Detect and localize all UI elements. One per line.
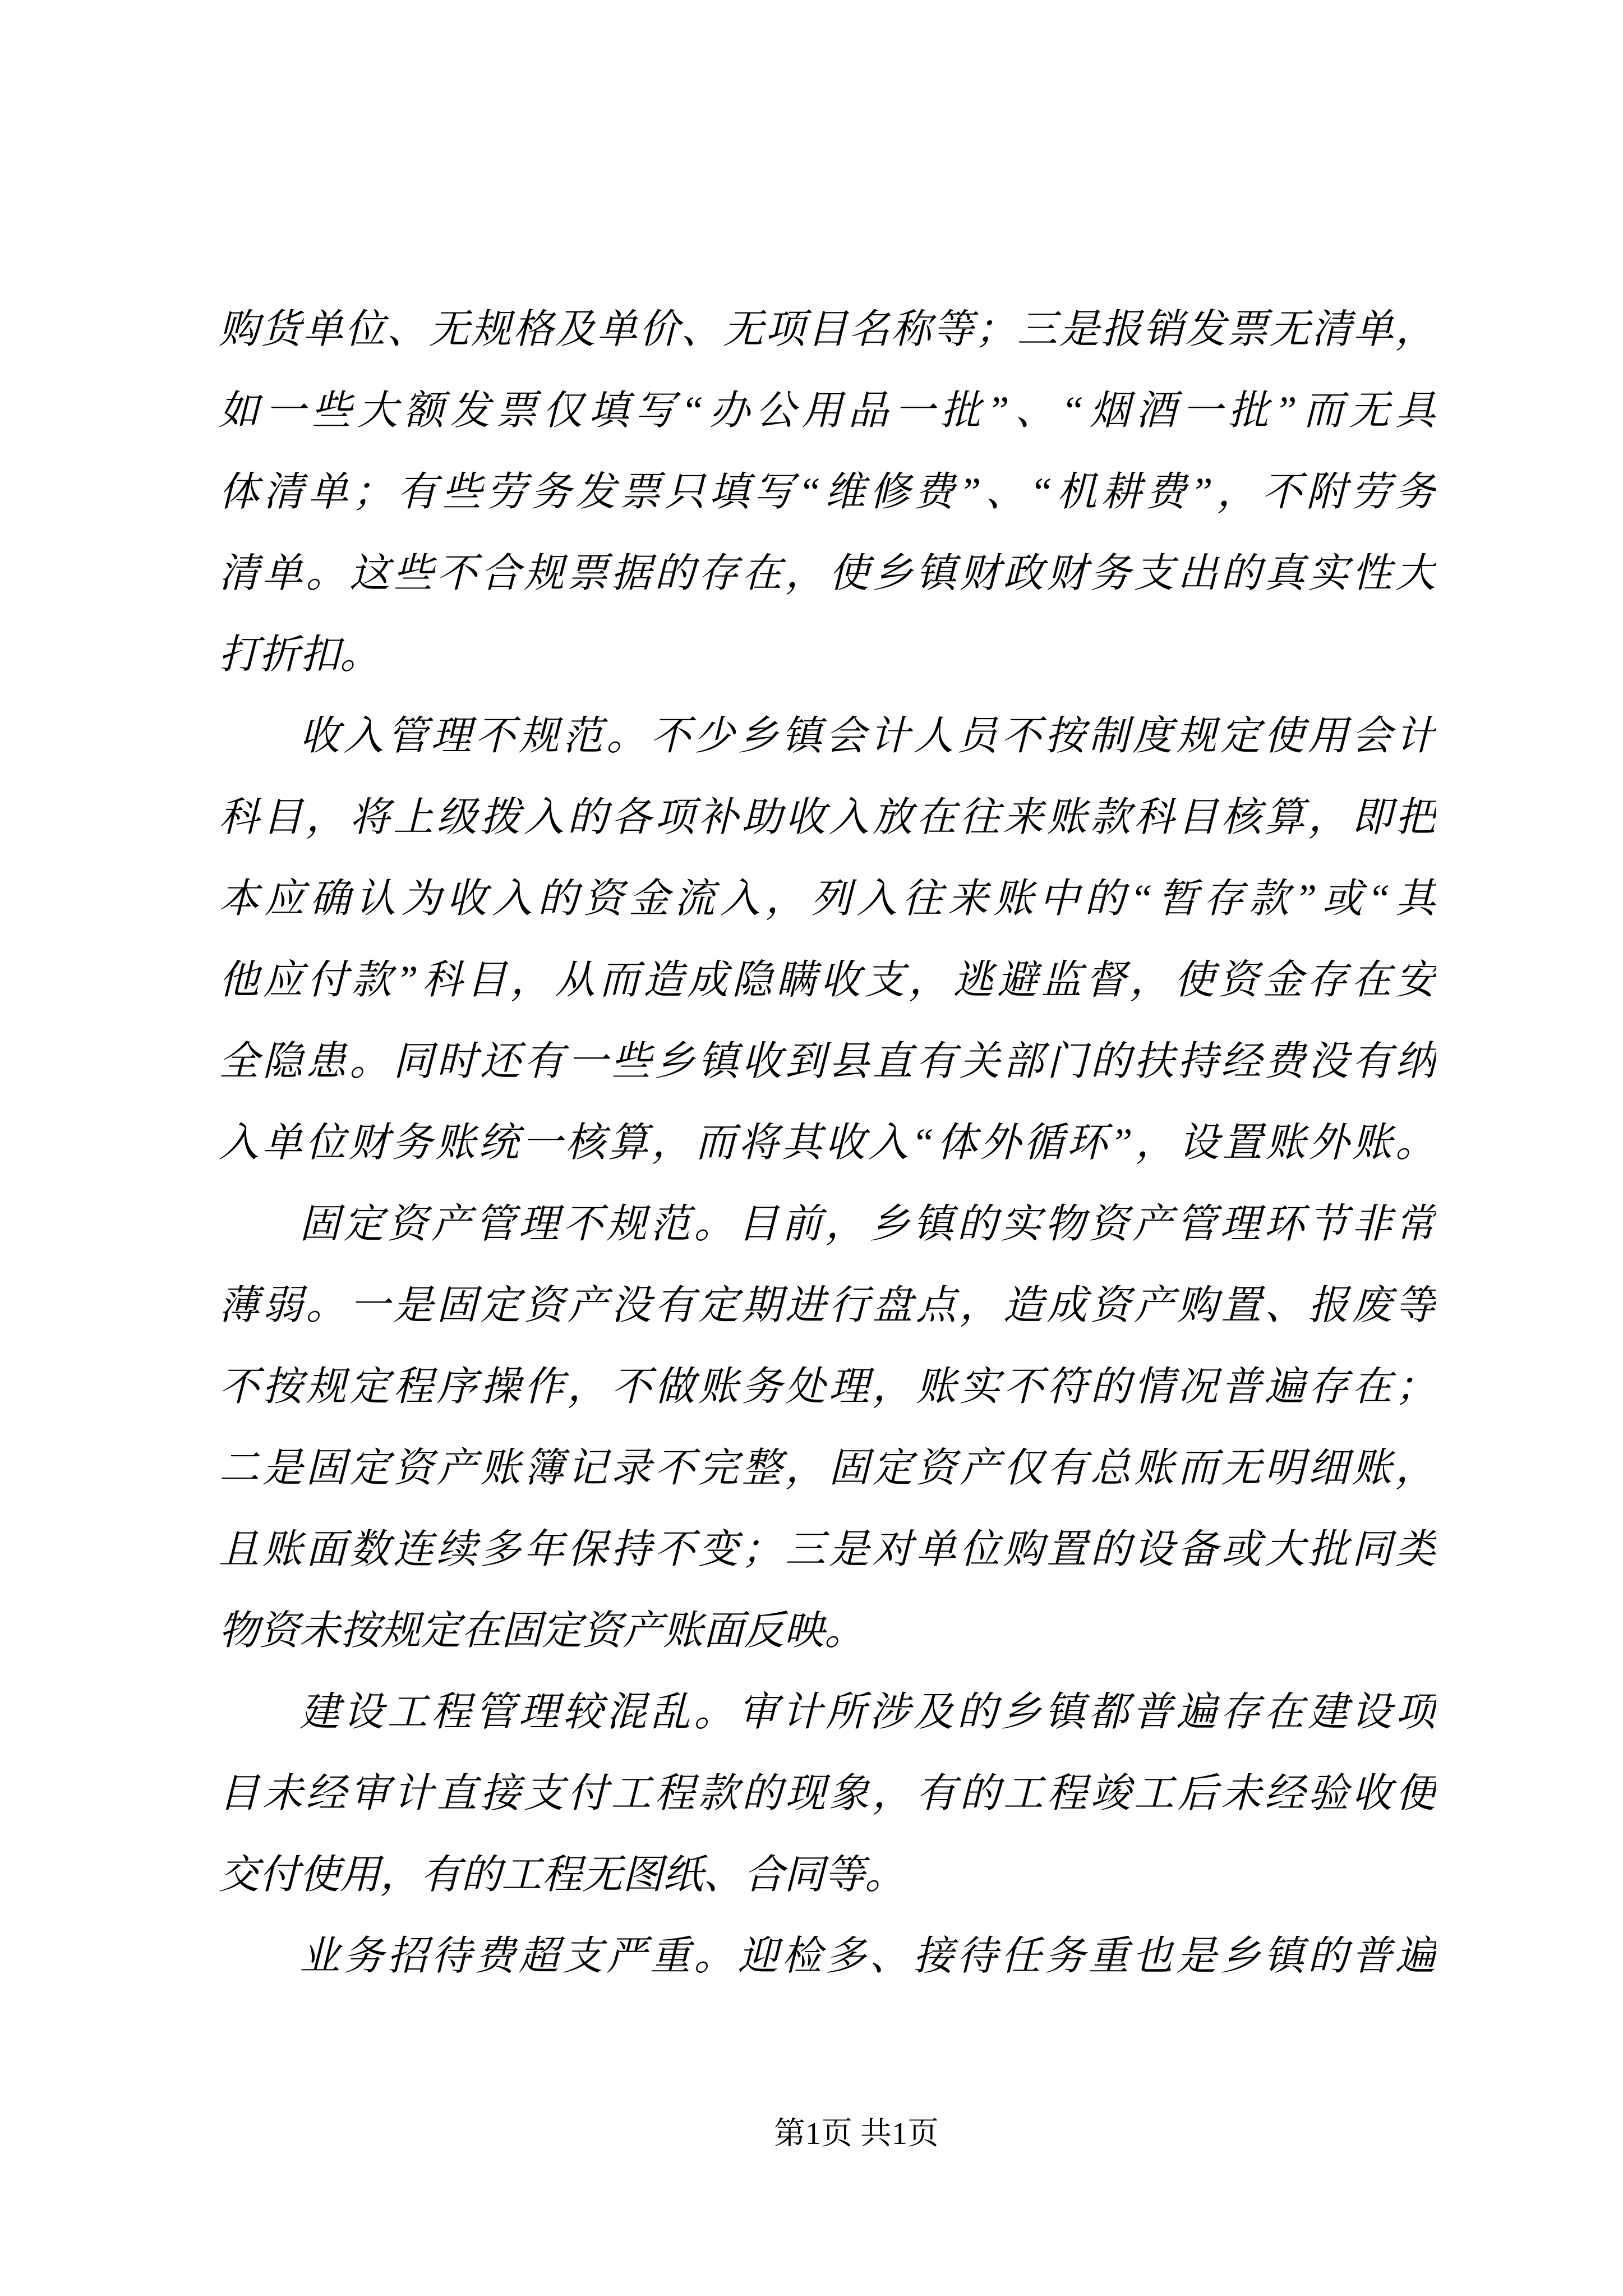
text-line: 体清单；有些劳务发票只填写“维修费”、“机耕费”，不附劳务 [219, 470, 1436, 514]
text-line: 建设工程管理较混乱。审计所涉及的乡镇都普遍存在建设项 [299, 1690, 1436, 1734]
text-line: 本应确认为收入的资金流入，列入往来账中的“暂存款”或“其 [219, 876, 1436, 921]
text-line: 不按规定程序操作，不做账务处理，账实不符的情况普遍存在； [219, 1364, 1436, 1409]
text-line: 科目，将上级拨入的各项补助收入放在往来账款科目核算，即把 [219, 795, 1436, 840]
page-footer [0, 2114, 1623, 2154]
text-line: 且账面数连续多年保持不变；三是对单位购置的设备或大批同类 [219, 1527, 1436, 1572]
text-block [219, 289, 1436, 1997]
page-number-label: 第1页 共1页 [774, 2116, 939, 2151]
text-line: 入单位财务账统一核算，而将其收入“体外循环”，设置账外账。 [219, 1120, 1436, 1165]
text-line: 清单。这些不合规票据的存在，使乡镇财政财务支出的真实性大 [219, 551, 1436, 596]
text-line: 如一些大额发票仅填写“办公用品一批”、“烟酒一批”而无具 [219, 388, 1436, 433]
text-line: 全隐患。同时还有一些乡镇收到县直有关部门的扶持经费没有纳 [219, 1039, 1436, 1084]
text-line: 薄弱。一是固定资产没有定期进行盘点，造成资产购置、报废等 [219, 1283, 1436, 1328]
text-line: 目未经审计直接支付工程款的现象，有的工程竣工后未经验收便 [219, 1771, 1436, 1816]
text-line: 打折扣。 [219, 632, 381, 677]
text-line: 固定资产管理不规范。目前，乡镇的实物资产管理环节非常 [299, 1202, 1436, 1246]
text-line: 交付使用，有的工程无图纸、合同等。 [219, 1852, 906, 1897]
text-line: 他应付款”科目，从而造成隐瞒收支，逃避监督，使资金存在安 [219, 958, 1436, 1002]
text-line: 购货单位、无规格及单价、无项目名称等；三是报销发票无清单， [219, 307, 1436, 352]
text-line: 业务招待费超支严重。迎检多、接待任务重也是乡镇的普遍 [299, 1934, 1436, 1978]
text-line: 收入管理不规范。不少乡镇会计人员不按制度规定使用会计 [299, 714, 1436, 758]
text-line: 物资未按规定在固定资产账面反映。 [219, 1608, 865, 1653]
text-line: 二是固定资产账簿记录不完整，固定资产仅有总账而无明细账， [219, 1446, 1436, 1490]
